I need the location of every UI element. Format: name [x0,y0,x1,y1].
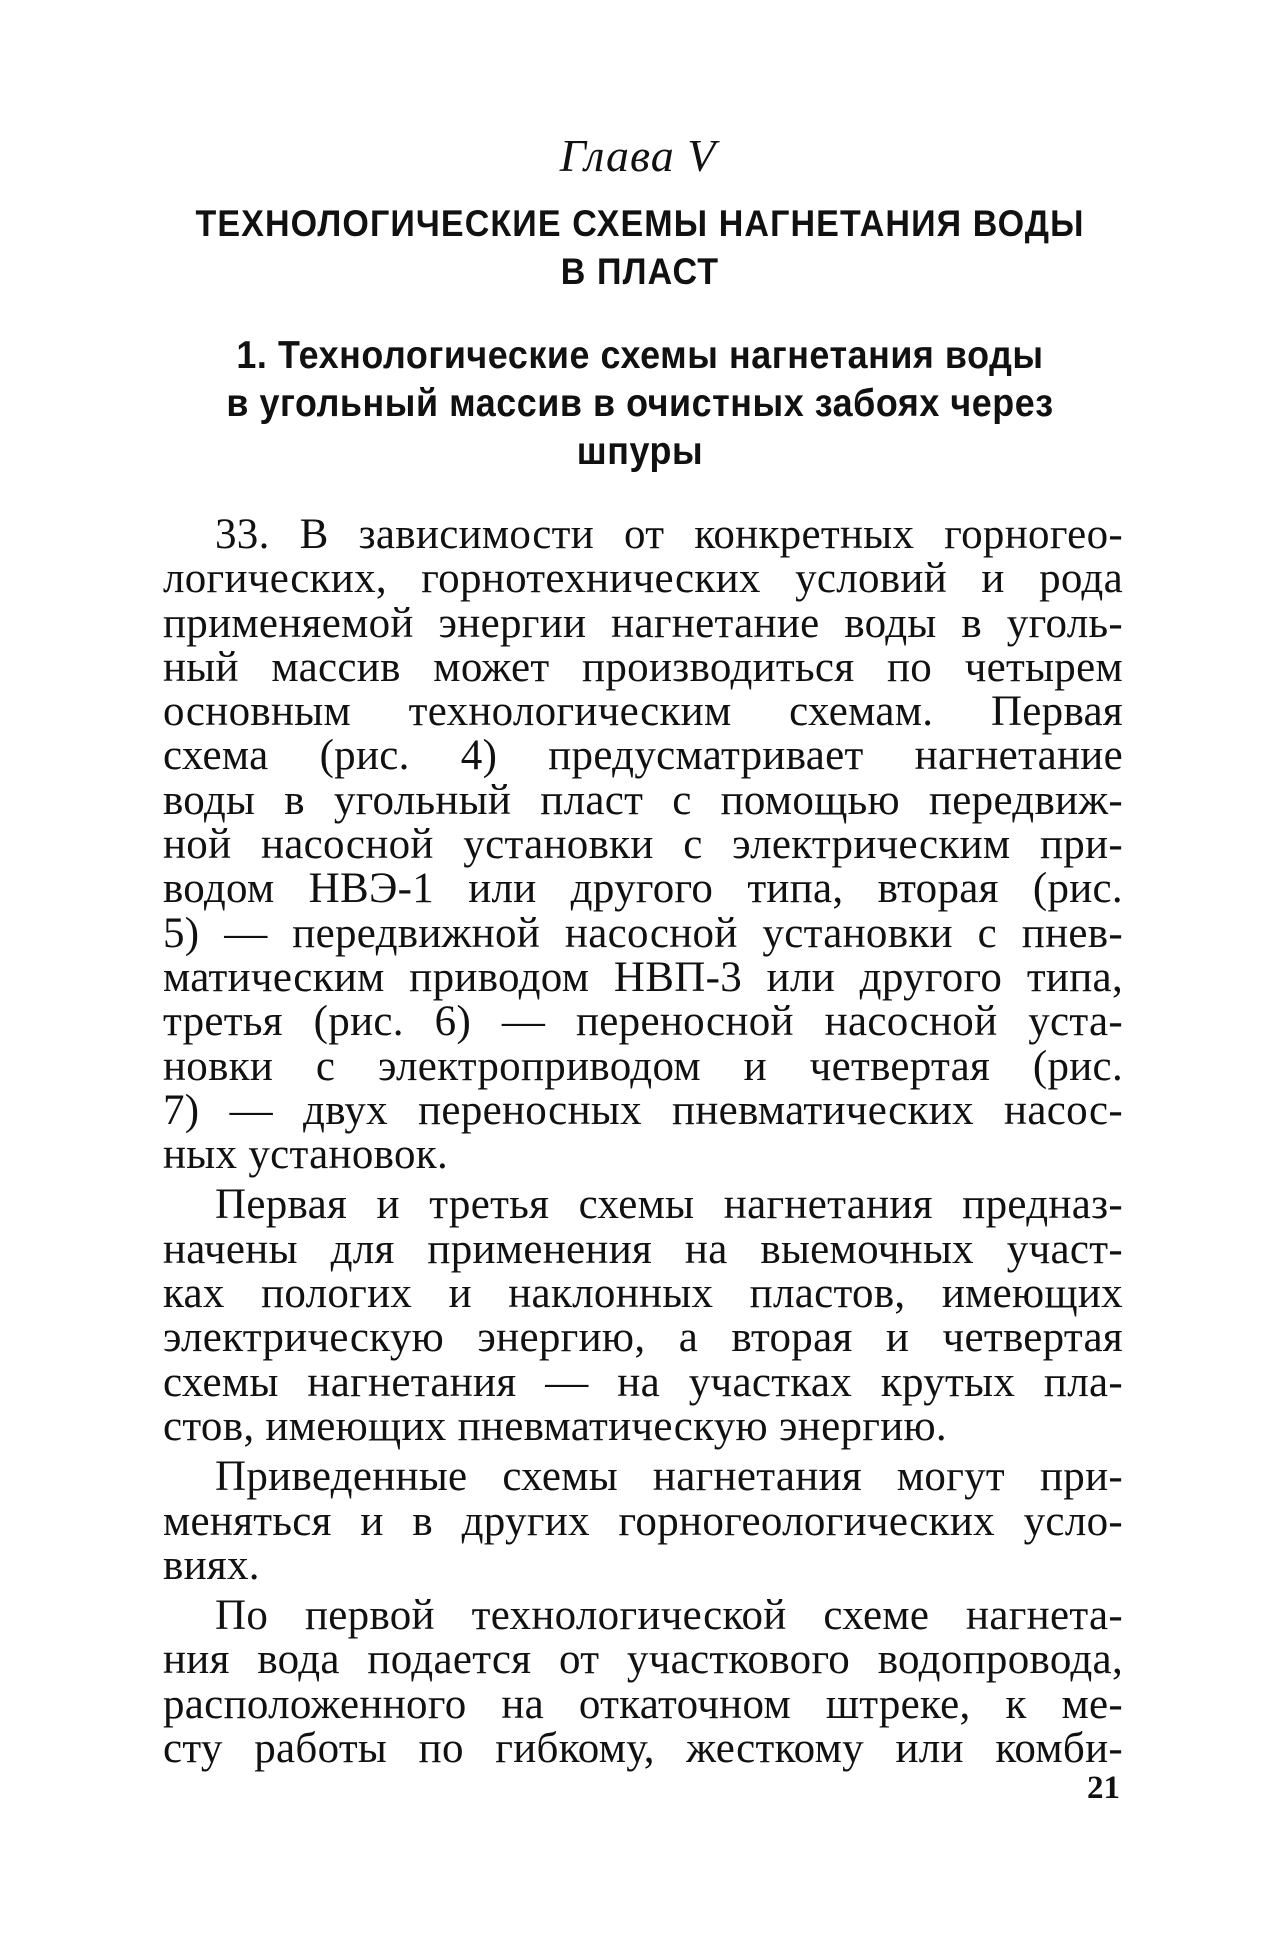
text-line: начены для применения на выемочных участ- [163,1225,1123,1273]
chapter-title-line: В ПЛАСТ [560,251,720,292]
text-line: 33. В зависимости от конкретных горногео- [215,511,1123,558]
text-line: схемы нагнетания — на участках крутых пла- [163,1358,1123,1406]
text-line: ный массив может производиться по четырем [163,643,1123,691]
chapter-title-line: ТЕХНОЛОГИЧЕСКИЕ СХЕМЫ НАГНЕТАНИЯ ВОДЫ [195,203,1085,244]
paragraph [163,1594,1123,1771]
text-line: Приведенные схемы нагнетания могут при- [215,1453,1123,1501]
text-line: По первой технологической схеме нагнета- [215,1592,1123,1640]
text-line: третья (рис. 6) — переносной насосной уста- [163,998,1123,1046]
chapter-label: Глава V [559,130,717,181]
text-line: воды в угольный пласт с помощью передвиж- [163,776,1123,824]
text-line: применяемой энергии нагнетание воды в уголь- [163,599,1123,647]
text-line: ной насосной установки с электрическим при- [163,821,1123,869]
text-line: матическим приводом НВП-3 или другого типа, [163,953,1123,1001]
text-line: 7) — двух переносных пневматических насос- [163,1086,1123,1134]
paragraph [163,513,1123,1177]
text-line: водом НВЭ-1 или другого типа, вторая (рис. [163,865,1123,913]
paragraph [163,1455,1123,1588]
body-text [163,513,1123,1777]
section-title [189,332,1091,476]
text-line: расположенного на откаточном штреке, к ме- [163,1680,1123,1728]
text-line: 5) — передвижной насосной установки с пнев- [163,909,1123,957]
text-line: новки с электроприводом и четвертая (рис. [163,1042,1123,1090]
text-line: электрическую энергию, а вторая и четвертая [163,1314,1123,1362]
chapter-title [189,200,1091,296]
text-line: виях. [163,1541,260,1589]
section-title-line: шпуры [576,430,704,473]
text-line: схема (рис. 4) предусматривает нагнетание [163,732,1123,780]
section-title-line: 1. Технологические схемы нагнетания воды [236,334,1044,377]
section-title-line: в угольный массив в очистных забоях через [226,382,1054,425]
text-line: логических, горнотехнических условий и рода [163,555,1123,603]
text-line: основным технологическим схемам. Первая [163,688,1123,736]
page-number: 21 [1087,1770,1120,1806]
text-line: стов, имеющих пневматическую энергию. [163,1402,947,1450]
text-line: сту работы по гибкому, жесткому или комби- [163,1725,1123,1773]
text-line: ния вода подается от участкового водопровода, [163,1636,1123,1684]
text-line: меняться и в других горногеологических усло- [163,1497,1123,1545]
paragraph [163,1183,1123,1449]
text-line: ных установок. [163,1131,449,1179]
text-line: ках пологих и наклонных пластов, имеющих [163,1270,1123,1318]
text-line: Первая и третья схемы нагнетания предназ- [215,1181,1123,1229]
